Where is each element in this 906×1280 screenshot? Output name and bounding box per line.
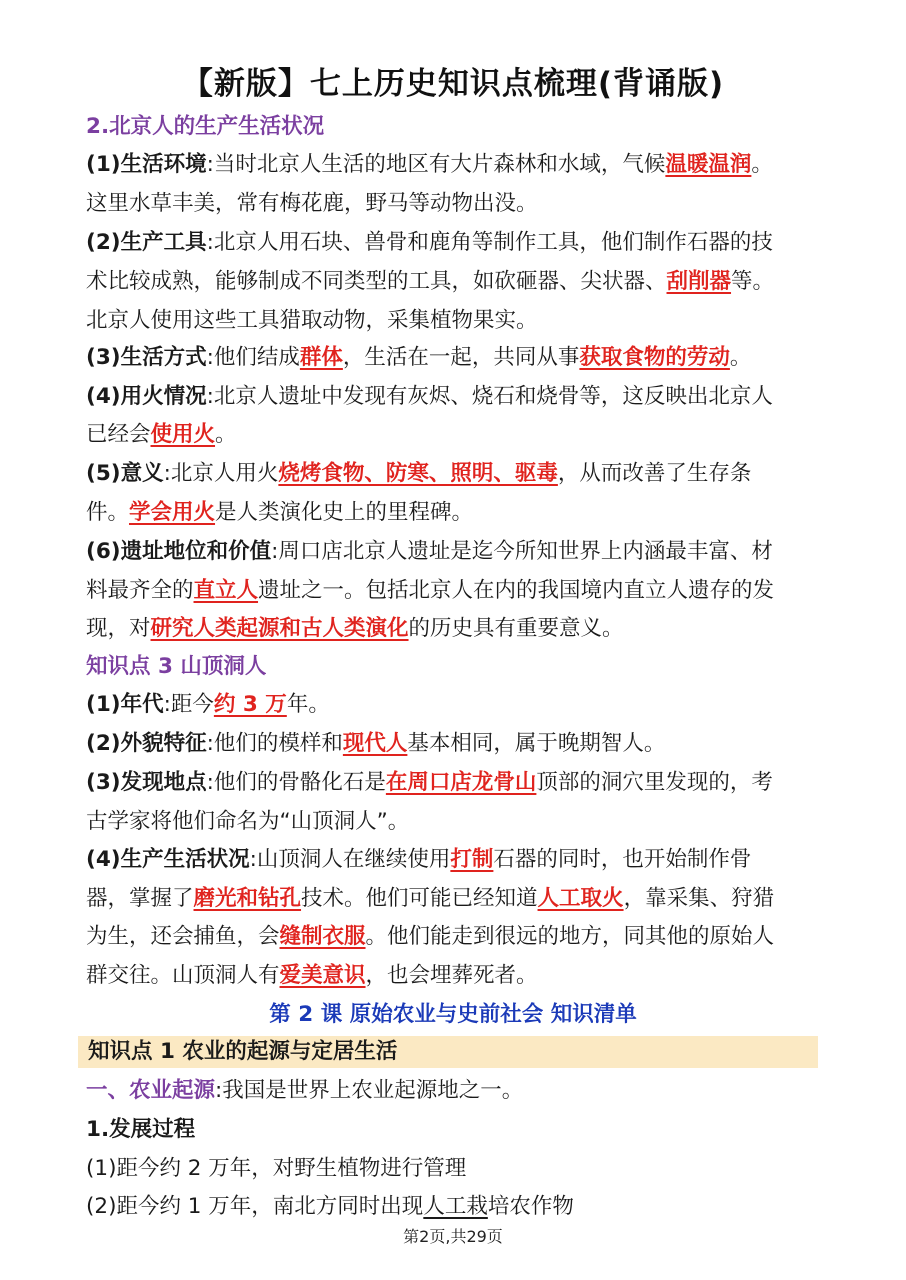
- underlined-text: 人工栽: [423, 1194, 488, 1219]
- keyword: 获取食物的劳动: [579, 345, 730, 370]
- paragraph-discovery: [86, 768, 826, 798]
- keyword: 人工取火: [537, 886, 624, 911]
- text: 石器的同时，也开始制作骨: [493, 847, 752, 872]
- text: ，也会埋葬死者。: [365, 963, 538, 988]
- text: :周口店北京人遗址是迄今所知世界上内涵最丰富、材: [271, 539, 773, 564]
- paragraph-living-environment: [86, 150, 826, 180]
- text: 的历史具有重要意义。: [408, 616, 624, 641]
- text: 。: [751, 152, 773, 177]
- text: 培农作物: [487, 1194, 574, 1219]
- item-label: (3)生活方式: [86, 345, 207, 370]
- keyword: 打制: [450, 847, 494, 872]
- subheading-development: 1.发展过程: [86, 1117, 196, 1142]
- text: 器，掌握了: [86, 886, 194, 911]
- keyword: 在周口店龙骨山: [385, 770, 537, 795]
- text: :北京人用石块、兽骨和鹿角等制作工具，他们制作石器的技: [206, 230, 773, 255]
- keyword: 刮削器: [666, 269, 732, 294]
- paragraph-significance: [86, 459, 826, 489]
- text: :距今: [163, 692, 214, 717]
- text: :山顶洞人在继续使用: [249, 847, 451, 872]
- paragraph-production-life: [86, 845, 826, 875]
- keyword: 温暖温润: [665, 152, 752, 177]
- keyword: 现代人: [342, 731, 408, 756]
- text: 已经会: [86, 422, 151, 447]
- keyword: 磨光和钻孔: [193, 886, 302, 911]
- text: :他们的骨骼化石是: [206, 770, 386, 795]
- text: 群交往。山顶洞人有: [86, 963, 280, 988]
- text-line: [86, 498, 826, 528]
- text: :北京人用火: [163, 461, 279, 486]
- text: 技术。他们可能已经知道: [301, 886, 538, 911]
- text: ，生活在一起，共同从事: [342, 345, 580, 370]
- paragraph-era: [86, 690, 826, 720]
- text: (2)距今约 1 万年，南北方同时出现: [86, 1194, 424, 1219]
- text: 等。: [731, 269, 775, 294]
- text-line: [86, 884, 826, 914]
- text: :他们结成: [206, 345, 300, 370]
- text-line: [86, 922, 826, 952]
- item-label: (6)遗址地位和价值: [86, 539, 272, 564]
- text-line: [86, 961, 826, 991]
- text: 料最齐全的: [86, 578, 194, 603]
- text: ，靠采集、狩猎: [623, 886, 775, 911]
- paragraph-lifestyle: [86, 343, 826, 373]
- text-line: [86, 576, 826, 606]
- item-label: (5)意义: [86, 461, 164, 486]
- lesson-title: 第 2 课 原始农业与史前社会 知识清单: [269, 1002, 637, 1027]
- text: 现，对: [86, 616, 151, 641]
- item-label: (1)年代: [86, 692, 164, 717]
- list-item: [86, 1192, 826, 1222]
- text: 。: [215, 422, 237, 447]
- text: 年。: [286, 692, 330, 717]
- text: 为生，还会捕鱼，会: [86, 924, 280, 949]
- keyword: 研究人类起源和古人类演化: [150, 616, 409, 641]
- paragraph-site-value: [86, 537, 826, 567]
- text: 。: [729, 345, 752, 370]
- text: ，从而改善了生存条: [557, 461, 752, 486]
- list-item: (1)距今约 2 万年，对野生植物进行管理: [86, 1156, 467, 1181]
- keyword: 群体: [299, 345, 343, 370]
- keyword: 缝制衣服: [279, 924, 366, 949]
- item-label: (3)发现地点: [86, 770, 207, 795]
- section-heading-upper-cave-man: 知识点 3 山顶洞人: [86, 654, 267, 679]
- text: 顶部的洞穴里发现的，考: [536, 770, 773, 795]
- section-heading-peking-man: 2.北京人的生产生活状况: [86, 114, 325, 139]
- knowledge-point-bar: [78, 1036, 818, 1068]
- text-line: 北京人使用这些工具猎取动物，采集植物果实。: [86, 308, 538, 333]
- keyword: 直立人: [193, 578, 259, 603]
- text-line: 古学家将他们命名为“山顶洞人”。: [86, 809, 410, 834]
- text: :他们的模样和: [206, 731, 343, 756]
- text: 件。: [86, 500, 130, 525]
- keyword: 使用火: [150, 422, 216, 447]
- item-label: (2)生产工具: [86, 230, 207, 255]
- item-label: (2)外貌特征: [86, 731, 207, 756]
- text: :我国是世界上农业起源地之一。: [215, 1078, 524, 1103]
- keyword: 烧烤食物、防寒、照明、驱毒: [278, 461, 558, 486]
- paragraph-tools: [86, 228, 826, 258]
- paragraph-fire-use: [86, 382, 826, 412]
- keyword: 约 3 万: [213, 692, 287, 717]
- page-number: 第2页,共29页: [403, 1227, 503, 1246]
- item-label: (1)生活环境: [86, 152, 207, 177]
- text: 是人类演化史上的里程碑。: [215, 500, 474, 525]
- knowledge-point-title: 知识点 1 农业的起源与定居生活: [88, 1039, 398, 1064]
- item-label: (4)用火情况: [86, 384, 207, 409]
- item-label: (4)生产生活状况: [86, 847, 250, 872]
- text: :当时北京人生活的地区有大片森林和水域，气候: [206, 152, 666, 177]
- text: :北京人遗址中发现有灰烬、烧石和烧骨等，这反映出北京人: [206, 384, 773, 409]
- text-line: [86, 267, 826, 297]
- text: 。他们能走到很远的地方，同其他的原始人: [365, 924, 775, 949]
- agriculture-origin-line: [86, 1076, 826, 1106]
- keyword: 爱美意识: [279, 963, 366, 988]
- text-line: [86, 420, 826, 450]
- page-title: 【新版】七上历史知识点梳理(背诵版): [181, 66, 725, 102]
- keyword: 学会用火: [129, 500, 216, 525]
- text-line: 这里水草丰美，常有梅花鹿，野马等动物出没。: [86, 191, 538, 216]
- text-line: [86, 614, 826, 644]
- text: 基本相同，属于晚期智人。: [407, 731, 666, 756]
- text: 遗址之一。包括北京人在内的我国境内直立人遗存的发: [258, 578, 775, 603]
- paragraph-appearance: [86, 729, 826, 759]
- text: 术比较成熟，能够制成不同类型的工具，如砍砸器、尖状器、: [86, 269, 667, 294]
- section-label: 一、农业起源: [86, 1078, 216, 1103]
